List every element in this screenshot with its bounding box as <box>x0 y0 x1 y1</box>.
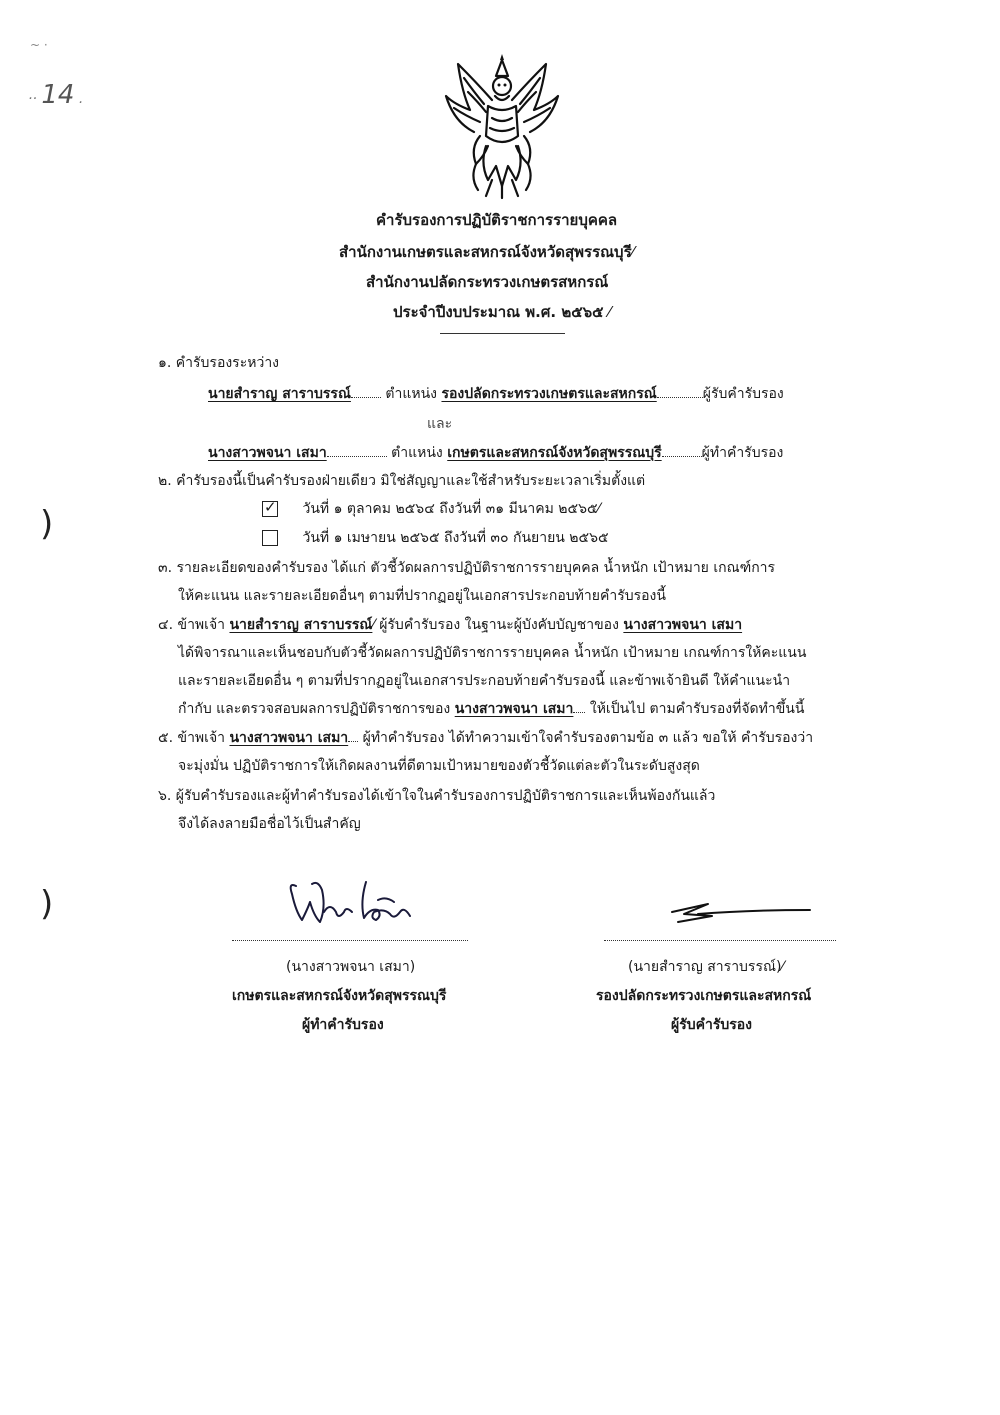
section-4-line-2: ได้พิจารณาและเห็นชอบกับตัวชี้วัดผลการปฏิบัติราชการรายบุคคล น้ำหนัก เป้าหมาย เกณฑ์การให้คะแนน <box>178 645 807 661</box>
header-line-1: คำรับรองการปฏิบัติราชการรายบุคคล <box>376 211 618 229</box>
dotted-fill <box>351 397 381 398</box>
header-divider <box>440 333 565 334</box>
section-6-line-1: ๖. ผู้รับคำรับรองและผู้ทำคำรับรองได้เข้าใจในคำรับรองการปฏิบัติราชการและเห็นพ้องกันแล้ว <box>158 788 716 804</box>
section-4-name-1: นายสำราญ สาราบรรณ์ <box>229 617 373 633</box>
punch-mark-top: ) <box>40 504 54 544</box>
check-stroke-icon: ⁄ <box>597 501 600 517</box>
party-2-name: นางสาวพจนา เสมา <box>208 445 327 461</box>
party-1-name: นายสำราญ สาราบรรณ์ <box>208 386 351 402</box>
section-5-name: นางสาวพจนา เสมา <box>229 730 349 746</box>
header-line-2-text: สำนักงานเกษตรและสหกรณ์จังหวัดสุพรรณบุรี <box>339 243 632 261</box>
section-4-line-4a: กำกับ และตรวจสอบผลการปฏิบัติราชการของ <box>178 701 451 717</box>
period-option-2-text: วันที่ ๑ เมษายน ๒๕๖๕ ถึงวันที่ ๓๐ กันยายน ๒๕๖๕ <box>302 530 609 546</box>
and-label: และ <box>427 416 453 432</box>
margin-scribble: ~ · <box>30 38 48 52</box>
dotted-fill <box>348 741 358 742</box>
signer-right-position: รองปลัดกระทรวงเกษตรและสหกรณ์ <box>596 988 812 1004</box>
checkmark-icon: ✓ <box>264 498 277 516</box>
signer-left-position: เกษตรและสหกรณ์จังหวัดสุพรรณบุรี <box>232 988 447 1004</box>
period-option-1-text: วันที่ ๑ ตุลาคม ๒๕๖๔ ถึงวันที่ ๓๑ มีนาคม ๒๕๖๕ <box>302 501 598 517</box>
signer-left-role: ผู้ทำคำรับรอง <box>302 1017 384 1033</box>
signer-right-name-row <box>628 956 784 978</box>
header-line-4 <box>393 300 611 324</box>
checkbox-checked[interactable] <box>262 498 278 517</box>
signer-right-role: ผู้รับคำรับรอง <box>671 1017 753 1033</box>
section-5-prefix: ๕. ข้าพเจ้า <box>158 730 226 746</box>
party-2-row <box>208 442 783 464</box>
dotted-fill <box>662 456 702 457</box>
dotted-fill <box>657 397 703 398</box>
period-option-1 <box>262 498 600 520</box>
section-4-line-1 <box>158 614 742 636</box>
section-1-label: ๑. คำรับรองระหว่าง <box>158 355 280 371</box>
section-4-line-3: และรายละเอียดอื่น ๆ ตามที่ปรากฏอยู่ในเอกสารประกอบท้ายคำรับรองนี้ และข้าพเจ้ายินดี ให้คำแนะนำ <box>178 673 791 689</box>
section-3-line-1: ๓. รายละเอียดของคำรับรอง ได้แก่ ตัวชี้วัดผลการปฏิบัติราชการรายบุคคล น้ำหนัก เป้าหมาย เกณฑ์การ <box>158 560 776 576</box>
section-5-line-2: จะมุ่งมั่น ปฏิบัติราชการให้เกิดผลงานที่ดีตามเป้าหมายของตัวชี้วัดแต่ละตัวในระดับสูงสุด <box>178 758 700 774</box>
section-2-text: ๒. คำรับรองนี้เป็นคำรับรองฝ่ายเดียว มิใช่สัญญาและใช้สำหรับระยะเวลาเริ่มตั้งแต่ <box>158 473 646 489</box>
signature-left-line <box>232 940 468 941</box>
handwritten-signature-icon <box>282 872 422 932</box>
dotted-fill <box>573 712 585 713</box>
signature-right-image <box>668 896 818 932</box>
garuda-emblem <box>440 52 564 202</box>
signature-right-line <box>604 940 836 941</box>
section-4-line-4 <box>178 698 804 720</box>
section-3-line-2: ให้คะแนน และรายละเอียดอื่นๆ ตามที่ปรากฏอยู่ในเอกสารประกอบท้ายคำรับรองนี้ <box>178 588 666 604</box>
section-4-name-3: นางสาวพจนา เสมา <box>454 701 574 717</box>
party-1-row <box>208 383 784 405</box>
signature-left-image <box>282 872 422 932</box>
check-stroke-icon: ⁄ <box>372 617 375 633</box>
section-4-middle: ผู้รับคำรับรอง ในฐานะผู้บังคับบัญชาของ <box>379 617 619 633</box>
signer-left-name: (นางสาวพจนา เสมา) <box>286 959 416 975</box>
margin-note: ·· 14 . <box>28 80 84 110</box>
dotted-fill <box>327 456 387 457</box>
punch-mark-bottom: ) <box>40 884 54 924</box>
party-1-role: ผู้รับคำรับรอง <box>702 386 784 402</box>
section-6-line-2: จึงได้ลงลายมือชื่อไว้เป็นสำคัญ <box>178 816 361 832</box>
position-label: ตำแหน่ง <box>391 445 443 461</box>
section-5-middle: ผู้ทำคำรับรอง ได้ทำความเข้าใจคำรับรองตามข้อ ๓ แล้ว ขอให้ คำรับรองว่า <box>362 730 814 746</box>
check-stroke-icon: ⁄ <box>631 243 635 261</box>
checkbox-unchecked[interactable] <box>262 530 278 546</box>
signer-right-name: (นายสำราญ สาราบรรณ์) <box>628 959 782 975</box>
header-line-4-text: ประจำปีงบประมาณ พ.ศ. ๒๕๖๕ <box>393 303 604 321</box>
section-4-line-4b: ให้เป็นไป ตามคำรับรองที่จัดทำขึ้นนี้ <box>589 701 805 717</box>
garuda-emblem-icon <box>440 52 564 202</box>
party-1-position: รองปลัดกระทรวงเกษตรและสหกรณ์ <box>441 386 657 402</box>
header-line-2 <box>339 240 634 264</box>
party-2-position: เกษตรและสหกรณ์จังหวัดสุพรรณบุรี <box>447 445 662 461</box>
section-4-name-2: นางสาวพจนา เสมา <box>623 617 743 633</box>
position-label: ตำแหน่ง <box>385 386 438 402</box>
header-line-3: สำนักงานปลัดกระทรวงเกษตรสหกรณ์ <box>366 273 609 291</box>
party-2-role: ผู้ทำคำรับรอง <box>701 445 784 461</box>
check-stroke-icon: ⁄ <box>781 959 784 975</box>
check-stroke-icon: ⁄ <box>603 303 611 321</box>
section-4-prefix: ๔. ข้าพเจ้า <box>158 617 226 633</box>
period-option-2 <box>262 527 609 549</box>
section-5-line-1 <box>158 727 813 749</box>
handwritten-signature-icon <box>668 896 818 932</box>
